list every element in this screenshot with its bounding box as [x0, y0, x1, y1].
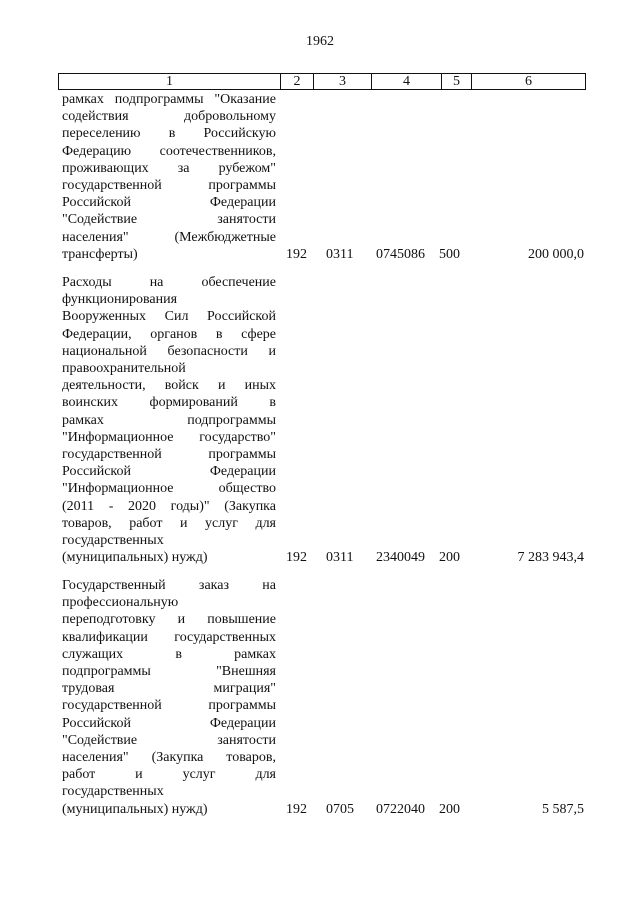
cell-type: 200: [439, 802, 460, 817]
desc-line: служащих в рамках: [62, 646, 276, 662]
cell-type: 200: [439, 550, 460, 565]
desc-line: профессиональную: [62, 595, 179, 611]
desc-line: населения" (Закупка товаров,: [62, 750, 276, 766]
cell-code: 192: [286, 550, 307, 565]
desc-line: Российской Федерации: [62, 195, 276, 211]
desc-line: квалификации государственных: [62, 629, 276, 645]
desc-line: рамках подпрограммы: [62, 412, 276, 428]
cell-target: 0745086: [376, 247, 425, 262]
desc-line: деятельности, войск и иных: [62, 378, 276, 394]
desc-line: Федерацию соотечественников,: [62, 143, 276, 159]
desc-line: "Информационное общество: [62, 481, 276, 497]
table-header: [58, 73, 586, 90]
desc-line: государственной программы: [62, 698, 276, 714]
desc-line: государственных: [62, 784, 164, 800]
desc-line: Российской Федерации: [62, 715, 276, 731]
desc-line: (муниципальных) нужд): [62, 550, 208, 566]
desc-line: товаров, работ и услуг для: [62, 515, 276, 531]
desc-line: государственной программы: [62, 447, 276, 463]
header-col-4: 4: [372, 74, 442, 89]
header-col-6: 6: [525, 74, 532, 89]
desc-line: "Содействие занятости: [62, 732, 276, 748]
cell-type: 500: [439, 247, 460, 262]
desc-line: (муниципальных) нужд): [62, 801, 208, 817]
cell-amount: 5 587,5: [542, 802, 584, 817]
header-col-5: 5: [442, 74, 472, 89]
desc-line: содействия добровольному: [62, 109, 276, 125]
header-col-2: 2: [281, 74, 314, 89]
desc-line: населения" (Межбюджетные: [62, 229, 276, 245]
cell-amount: 200 000,0: [528, 247, 584, 262]
desc-line: Российской Федерации: [62, 464, 276, 480]
cell-code: 192: [286, 802, 307, 817]
desc-line: подпрограммы "Внешняя: [62, 664, 276, 680]
desc-line: правоохранительной: [62, 361, 186, 377]
header-col-1: 1: [59, 74, 281, 89]
row-description: [62, 577, 276, 818]
cell-section: 0705: [326, 802, 354, 817]
desc-line: проживающих за рубежом": [62, 160, 276, 176]
desc-line: "Информационное государство": [62, 429, 276, 445]
desc-line: (2011 - 2020 годы)" (Закупка: [62, 498, 276, 514]
desc-line: национальной безопасности и: [62, 343, 276, 359]
cell-amount: 7 283 943,4: [517, 550, 584, 565]
desc-line: Расходы на обеспечение: [62, 275, 276, 290]
desc-line: переподготовку и повышение: [62, 612, 276, 628]
desc-line: Вооруженных Сил Российской: [62, 309, 276, 325]
header-col-3: 3: [314, 74, 372, 89]
cell-section: 0311: [326, 550, 354, 565]
cell-target: 0722040: [376, 802, 425, 817]
desc-line: рамках подпрограммы "Оказание: [62, 92, 276, 107]
desc-line: Федерации, органов в сфере: [62, 326, 276, 342]
cell-section: 0311: [326, 247, 354, 262]
desc-line: трансферты): [62, 246, 138, 262]
cell-target: 2340049: [376, 550, 425, 565]
desc-line: "Содействие занятости: [62, 212, 276, 228]
cell-code: 192: [286, 247, 307, 262]
desc-line: государственной программы: [62, 178, 276, 194]
desc-line: Государственный заказ на: [62, 578, 276, 593]
desc-line: государственных: [62, 533, 164, 549]
page-number: 1962: [306, 34, 334, 49]
desc-line: переселению в Российскую: [62, 126, 276, 142]
row-description: [62, 91, 276, 263]
row-description: [62, 274, 276, 566]
desc-line: трудовая миграция": [62, 681, 276, 697]
desc-line: работ и услуг для: [62, 767, 276, 783]
desc-line: функционирования: [62, 292, 178, 308]
desc-line: воинских формирований в: [62, 395, 276, 411]
